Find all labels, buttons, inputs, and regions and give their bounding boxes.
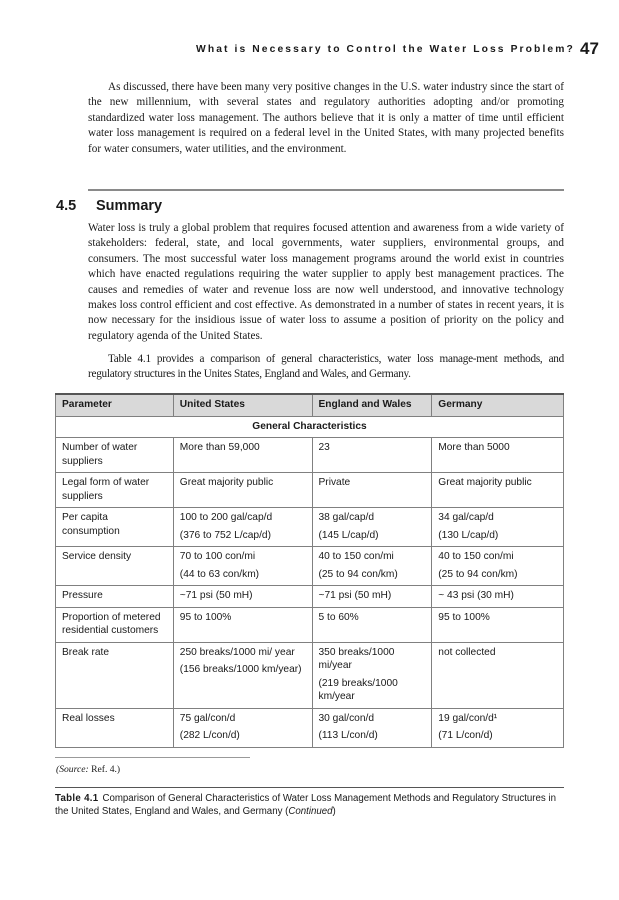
- value-line: (145 L/cap/d): [318, 529, 379, 541]
- caption-divider: [55, 787, 564, 788]
- value-line: 70 to 100 con/mi: [179, 551, 256, 562]
- value-line: 38 gal/cap/d: [318, 512, 375, 523]
- group-heading-row: [56, 416, 564, 438]
- value-line: More than 5000: [438, 442, 510, 453]
- value-cell: [173, 438, 312, 473]
- parameter-cell: Pressure: [56, 586, 174, 608]
- value-line: (25 to 94 con/km): [438, 568, 518, 580]
- header-cell: England and Wales: [312, 394, 432, 416]
- value-line: 95 to 100%: [179, 611, 232, 623]
- value-line: 19 gal/con/d¹: [438, 712, 498, 724]
- value-line: 250 breaks/1000 mi/ year: [179, 646, 295, 658]
- value-cell: [432, 547, 564, 586]
- value-cell: [432, 508, 564, 547]
- summary-paragraph: Water loss is truly a global problem that requires focused attention and awareness from a wide variety of stakeholders: federal, state, and local governments, water suppliers, environmental groups, and consumers. The most successful water loss management programs around the world exist in countries which have enacted regulations requiring the water supplier to apply best management practices. The causes and remedies of water and revenue loss are now well understood, and innovative technology makes loss control efficient and cost effective. As demonstrated in a number of states in recent years, it is now necessary for the insidious issue of water loss to assume a position of priority on the policy and regulatory agenda of the United States.: [88, 222, 564, 342]
- value-line: (282 L/con/d): [179, 730, 240, 741]
- source-note: [56, 764, 120, 775]
- value-cell: [432, 607, 564, 642]
- value-cell: [312, 473, 432, 508]
- value-line: not collected: [438, 646, 496, 658]
- value-line: 40 to 150 con/mi: [438, 551, 514, 562]
- value-line: More than 59,000: [179, 442, 260, 453]
- value-line: 30 gal/con/d: [318, 712, 375, 724]
- value-line: 350 breaks/1000 mi/year: [318, 646, 395, 671]
- value-line: 75 gal/con/d: [179, 712, 236, 724]
- value-cell: [173, 607, 312, 642]
- table-row: [56, 586, 564, 608]
- value-line: (156 breaks/1000 km/year): [179, 664, 302, 675]
- header-cell: Germany: [432, 394, 564, 416]
- value-cell: [173, 642, 312, 708]
- table-row: [56, 473, 564, 508]
- parameter-cell: Number of water suppliers: [56, 438, 174, 473]
- value-line: (44 to 63 con/km): [179, 568, 260, 580]
- value-cell: [312, 508, 432, 547]
- parameter-cell: Break rate: [56, 642, 174, 708]
- value-line: (71 L/con/d): [438, 730, 493, 741]
- section-title: Summary: [96, 198, 163, 214]
- caption-continued: Continued: [288, 806, 333, 817]
- section-number: 4.5: [56, 198, 77, 214]
- value-cell: [432, 708, 564, 747]
- value-line: 34 gal/cap/d: [438, 512, 494, 523]
- value-line: ~71 psi (50 mH): [179, 590, 253, 601]
- table-row: [56, 708, 564, 747]
- value-line: (219 breaks/1000 km/year: [318, 677, 398, 702]
- value-cell: [432, 586, 564, 608]
- source-divider: [55, 757, 250, 758]
- value-cell: [173, 547, 312, 586]
- parameter-cell: Legal form of water suppliers: [56, 473, 174, 508]
- page-number: 47: [580, 39, 599, 58]
- comparison-table: [55, 393, 564, 748]
- intro-paragraph: As discussed, there have been many very positive changes in the U.S. water industry since the start of the new millennium, with several states and regulatory authorities adopting and/or promoting standardized water loss management. The authors believe that it is only a matter of time until efficient water loss management is required on a federal level in the United States, with many projected benefits for water consumers, water utilities, and the environment.: [88, 81, 564, 155]
- value-line: Great majority public: [179, 477, 274, 488]
- value-line: 95 to 100%: [438, 611, 490, 623]
- section-heading: [56, 198, 162, 214]
- value-line: 40 to 150 con/mi: [318, 551, 394, 562]
- group-heading: General Characteristics: [56, 416, 564, 438]
- value-cell: [432, 473, 564, 508]
- section-divider: [88, 189, 564, 191]
- value-cell: [432, 438, 564, 473]
- table-row: [56, 438, 564, 473]
- value-cell: [312, 708, 432, 747]
- value-line: (25 to 94 con/km): [318, 568, 398, 580]
- value-cell: [312, 607, 432, 642]
- value-cell: [173, 508, 312, 547]
- caption-label: Table 4.1: [55, 793, 99, 804]
- value-line: 100 to 200 gal/cap/d: [179, 512, 273, 523]
- value-line: (130 L/cap/d): [438, 529, 499, 541]
- parameter-cell: Per capita consumption: [56, 508, 174, 547]
- value-line: (376 to 752 L/cap/d): [179, 529, 271, 541]
- table-row: [56, 508, 564, 547]
- value-cell: [173, 586, 312, 608]
- running-header: What is Necessary to Control the Water Loss Problem?: [196, 44, 575, 55]
- table-header-row: [56, 394, 564, 416]
- table-row: [56, 547, 564, 586]
- source-ref: Ref. 4.): [88, 764, 121, 775]
- value-line: ~ 43 psi (30 mH): [438, 590, 514, 601]
- value-cell: [312, 547, 432, 586]
- value-line: ~71 psi (50 mH): [318, 590, 392, 601]
- header-cell: Parameter: [56, 394, 174, 416]
- value-cell: [432, 642, 564, 708]
- value-cell: [312, 642, 432, 708]
- value-line: 23: [318, 442, 330, 453]
- table-intro-paragraph: Table 4.1 provides a comparison of general characteristics, water loss manage-ment methods, and regulatory structures in the Unites States, England and Wales, and Germany.: [88, 353, 564, 381]
- value-line: Private: [318, 477, 351, 488]
- parameter-cell: Real losses: [56, 708, 174, 747]
- value-line: 5 to 60%: [318, 611, 359, 623]
- parameter-cell: Service density: [56, 547, 174, 586]
- table-row: [56, 642, 564, 708]
- table-row: [56, 607, 564, 642]
- caption-text: Comparison of General Characteristics of Water Loss Management Methods and Regulatory Structures in the United States, England and Wales, and Germany: [55, 793, 557, 817]
- value-line: Great majority public: [438, 477, 532, 488]
- value-cell: [173, 473, 312, 508]
- table-caption: Table 4.1 Comparison of General Characteristics of Water Loss Management Methods and Regulatory Structures in the United States, England and Wales, and Germany (Continued): [55, 793, 557, 817]
- value-cell: [173, 708, 312, 747]
- source-label: (Source:: [56, 764, 89, 775]
- value-line: (113 L/con/d): [318, 730, 378, 741]
- value-cell: [312, 438, 432, 473]
- value-cell: [312, 586, 432, 608]
- parameter-cell: Proportion of metered residential customers: [56, 607, 174, 642]
- header-cell: United States: [173, 394, 312, 416]
